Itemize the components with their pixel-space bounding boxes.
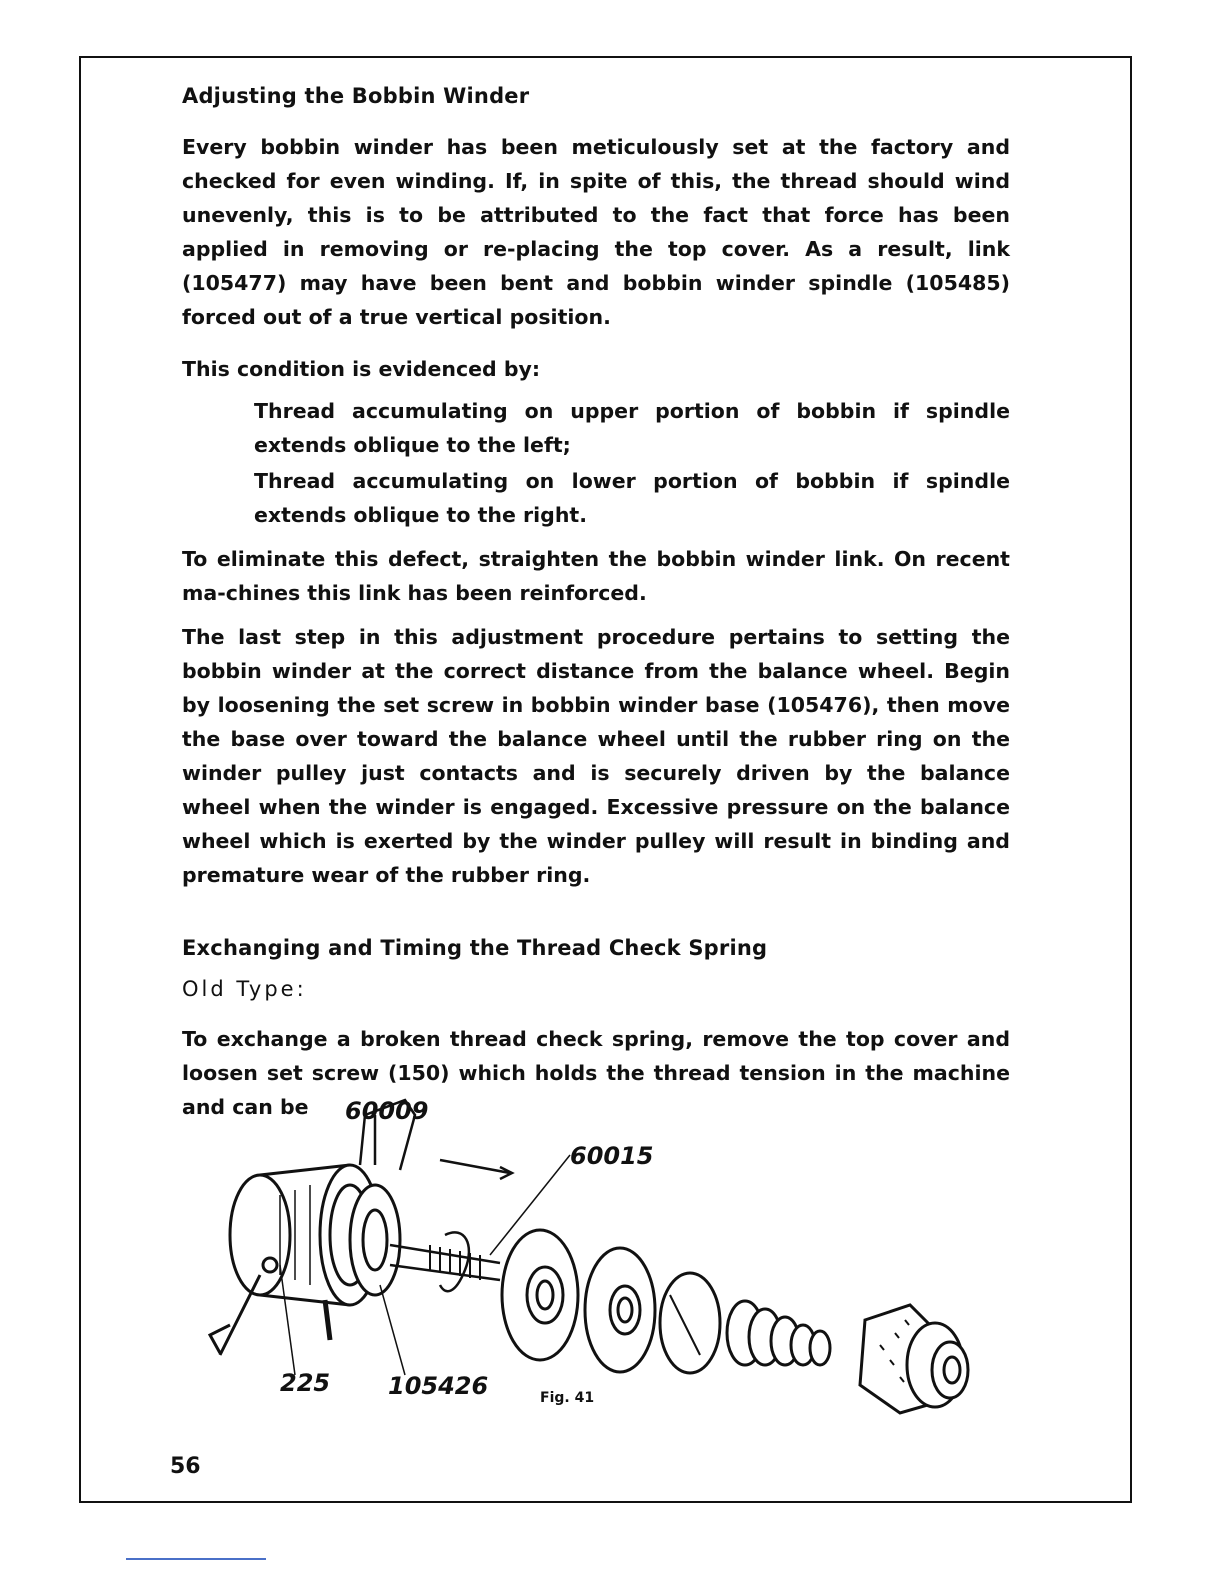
subheading-old-type: Old Type: [182, 977, 307, 1001]
page-content [182, 84, 1010, 1124]
paragraph-exchange-spring: To exchange a broken thread check spring, remove the top cover and loosen set screw (150) which holds the thread tension in the machine and can be [182, 1027, 1010, 1119]
paragraph-adjustment-procedure: The last step in this adjustment procedure pertains to setting the bobbin winder at the correct distance from the balance wheel. Begin by loosening the set screw in bobbin winder base (105476), then move the base over toward the balance wheel until the rubber ring on the winder pulley just contacts and is securely driven by the balance wheel when the winder is engaged. Excessive pressure on the balance wheel which is exerted by the winder pulley will result in binding and premature wear of the rubber ring. [182, 625, 1010, 887]
indented-item-lower: Thread accumulating on lower portion of bobbin if spindle extends oblique to the right. [254, 469, 1010, 527]
label-60015: 60015 [570, 1142, 654, 1170]
section-heading-thread-check-spring: Exchanging and Timing the Thread Check Spring [182, 936, 768, 960]
label-225: 225 [280, 1369, 331, 1397]
paragraph-condition: This condition is evidenced by: [182, 357, 541, 381]
label-60009: 60009 [345, 1097, 429, 1125]
paragraph-bobbin-intro: Every bobbin winder has been meticulously set at the factory and checked for even winding. If, in spite of this, the thread should wind unevenly, this is to be attributed to the fact that force has been applied in removing or re-placing the top cover. As a result, link (105477) may have been bent and bobbin winder spindle (105485) forced out of a true vertical position. [182, 135, 1010, 329]
paragraph-eliminate-defect: To eliminate this defect, straighten the bobbin winder link. On recent ma-chines this link has been reinforced. [182, 547, 1010, 605]
figure-caption: Fig. 41 [540, 1390, 595, 1406]
footer-rule [126, 1558, 266, 1560]
figure-41-illustration [200, 1095, 1000, 1425]
label-105426: 105426 [388, 1372, 489, 1400]
section-heading-bobbin-winder: Adjusting the Bobbin Winder [182, 84, 530, 108]
indented-item-upper: Thread accumulating on upper portion of bobbin if spindle extends oblique to the left; [254, 399, 1010, 457]
page-number: 56 [170, 1454, 201, 1479]
